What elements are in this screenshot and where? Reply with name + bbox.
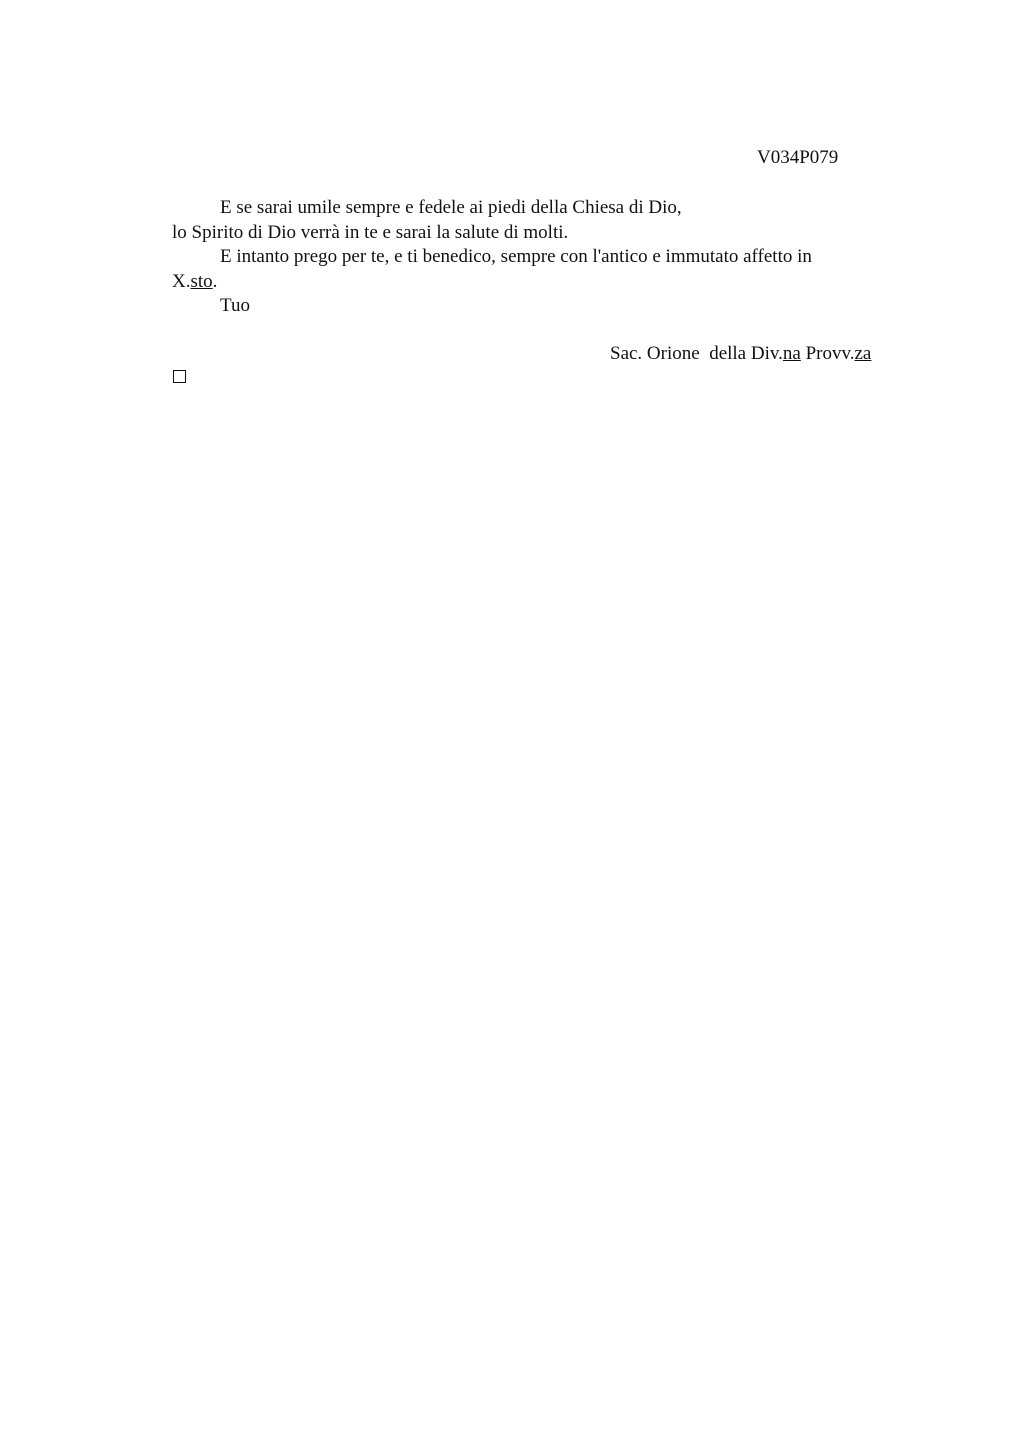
letter-line-4-underlined: sto — [190, 270, 213, 292]
letter-closing: Tuo — [220, 295, 250, 316]
signature — [610, 343, 871, 365]
signature-part-4: za — [854, 343, 872, 364]
document-reference-code: V034P079 — [757, 147, 839, 168]
signature-part-3: Provv. — [800, 343, 855, 364]
letter-line-4 — [172, 270, 872, 295]
letter-line-4-suffix: . — [212, 270, 218, 292]
signature-part-1: Sac. Orione della Div. — [610, 343, 783, 364]
letter-line-3: E intanto prego per te, e ti benedico, sempre con l'antico e immutato affetto in — [220, 246, 812, 267]
empty-box-icon — [173, 370, 186, 383]
letter-line-4-prefix: X. — [172, 270, 191, 292]
letter-line-2: lo Spirito di Dio verrà in te e sarai la salute di molti. — [172, 221, 569, 243]
letter-body — [172, 196, 872, 319]
signature-part-2: na — [782, 343, 801, 364]
letter-line-1: E se sarai umile sempre e fedele ai piedi della Chiesa di Dio, — [220, 197, 682, 218]
